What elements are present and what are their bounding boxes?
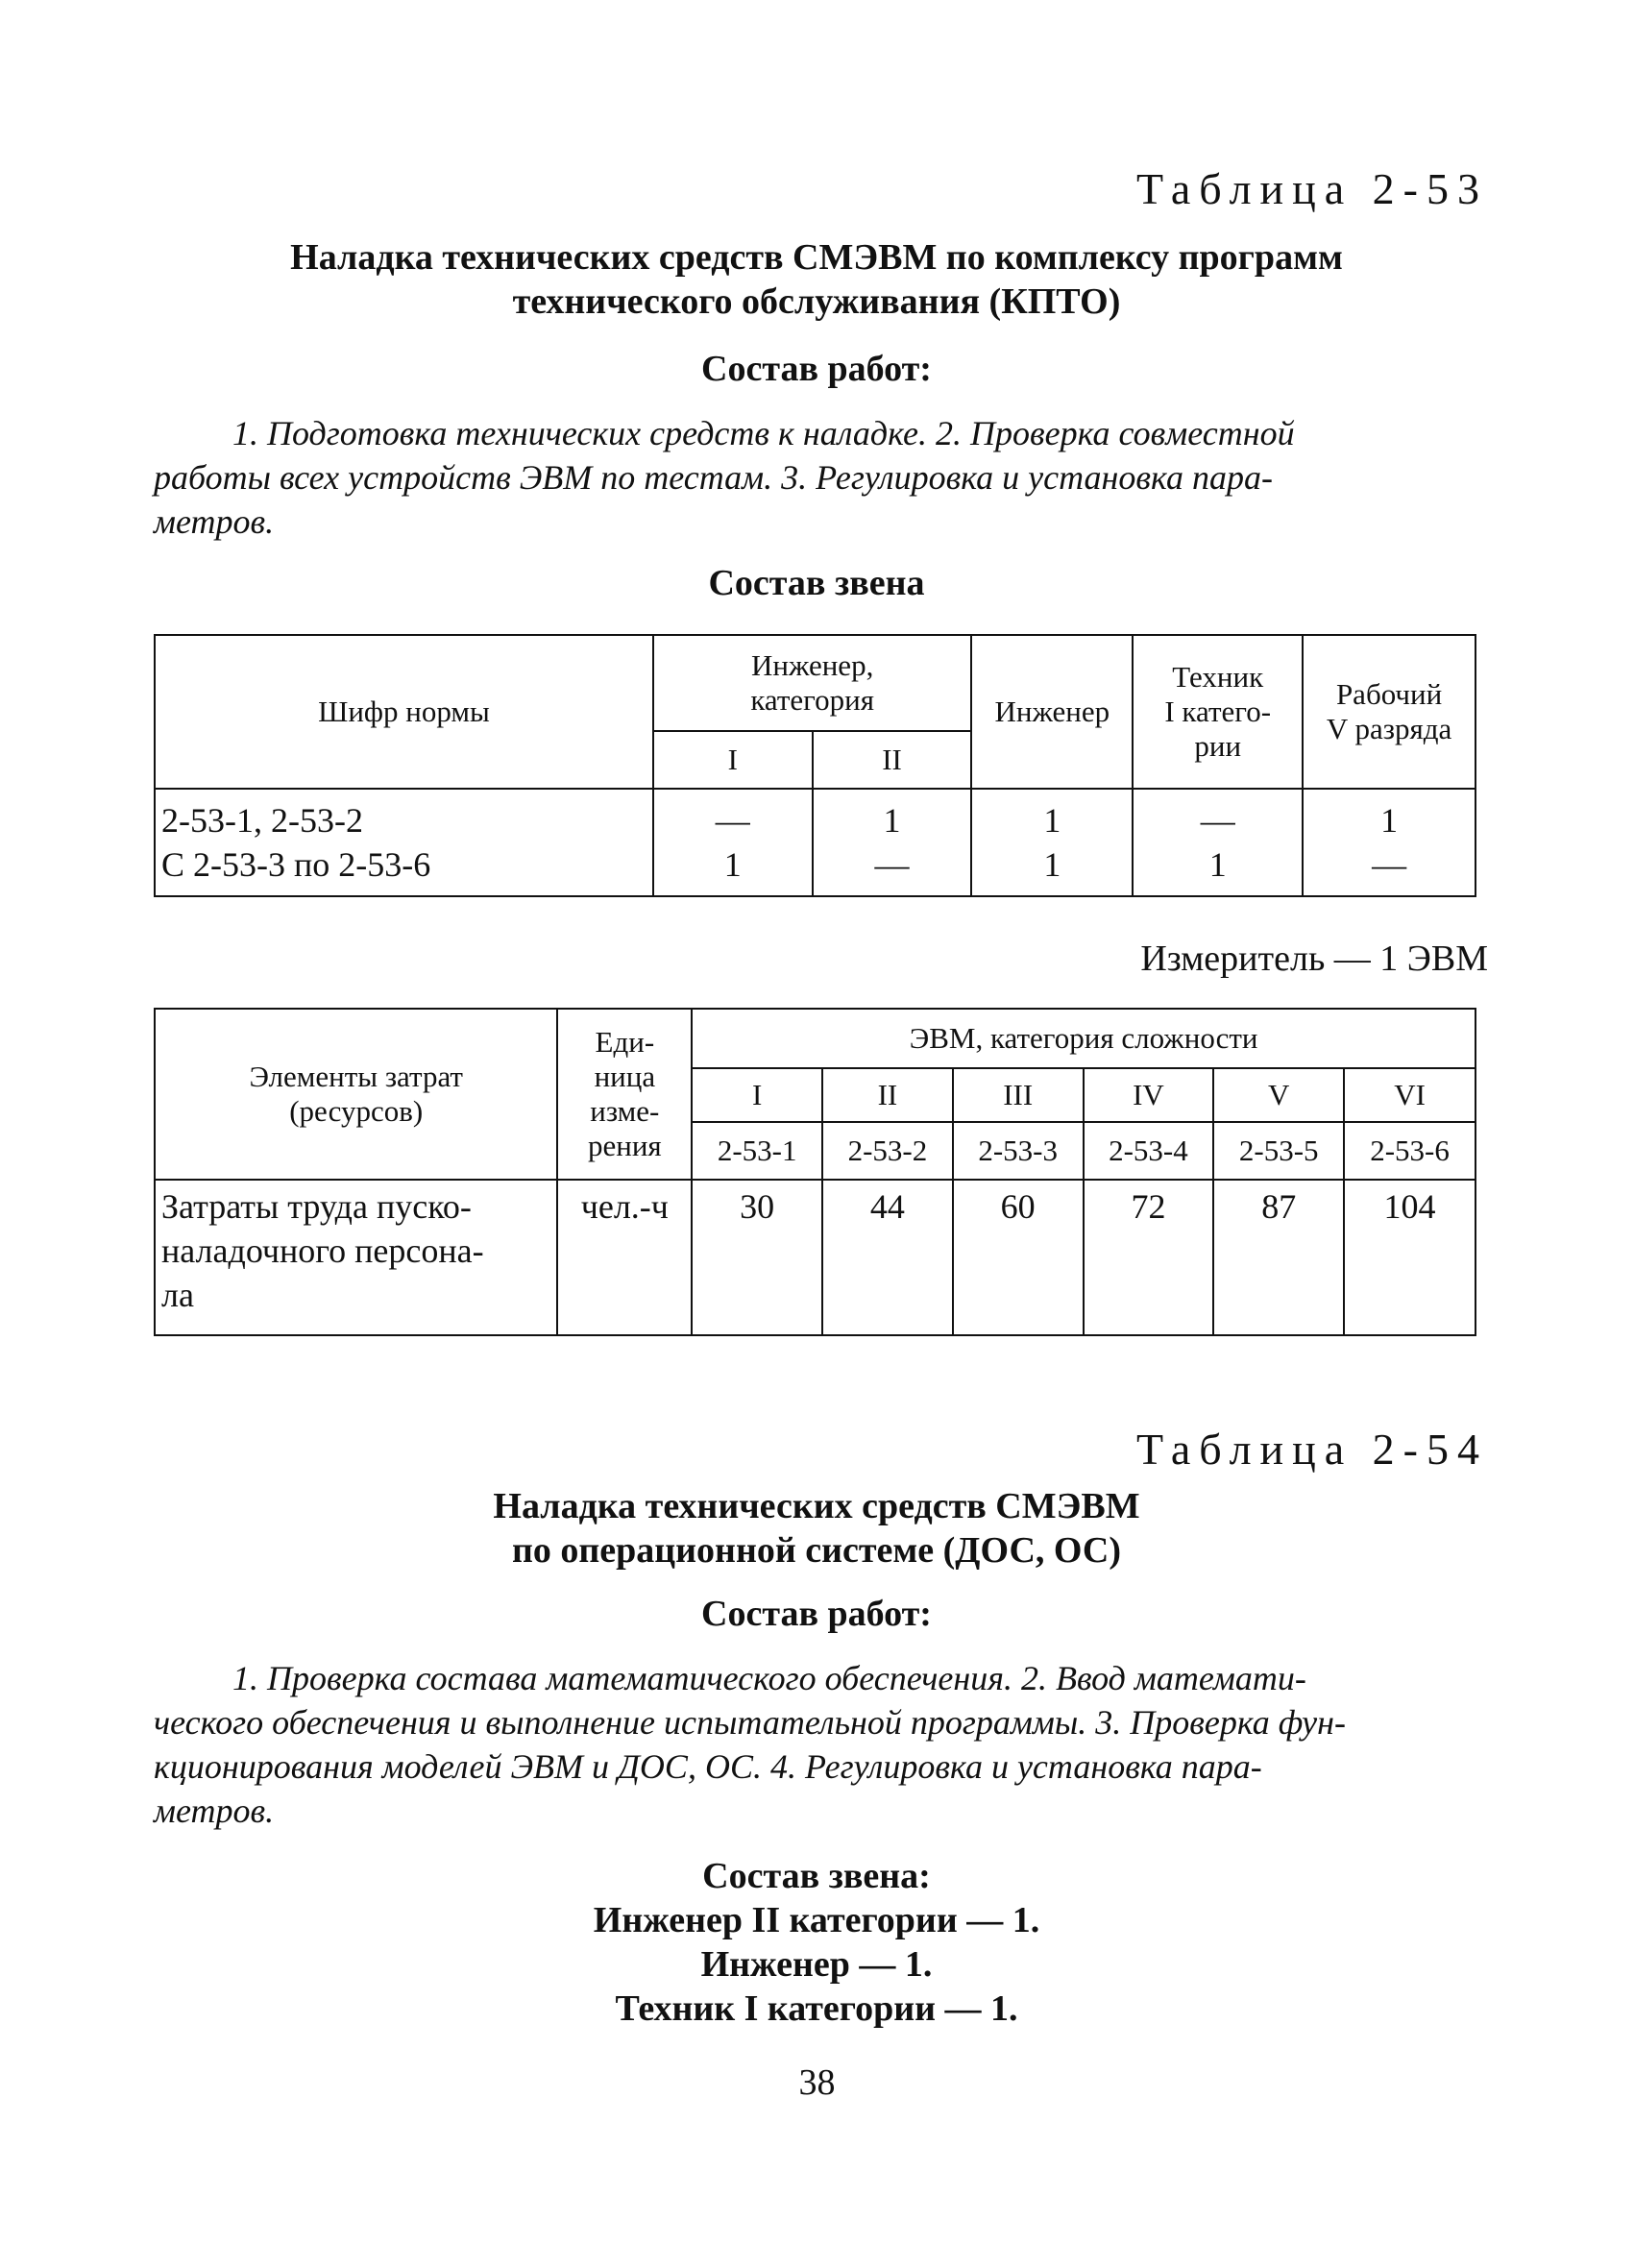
title-line-2: технического обслуживания (КПТО) <box>512 281 1121 322</box>
header-technician: Техник I катего- рии <box>1133 635 1303 789</box>
works-description-2 <box>154 1656 1489 1833</box>
col-worker: 1 — <box>1303 789 1475 896</box>
works-line-4: метров. <box>154 1792 275 1830</box>
crew-table <box>154 634 1476 897</box>
works-line-3: кционирования моделей ЭВМ и ДОС, ОС. 4. Регулировка и установка пара- <box>154 1747 1262 1786</box>
category-label: VI <box>1344 1068 1475 1122</box>
crew-item: Инженер II категории — 1. <box>593 1900 1040 1940</box>
table-title-2-53 <box>144 235 1489 324</box>
code-label: 2-53-5 <box>1213 1122 1344 1180</box>
works-line-2: работы всех устройств ЭВМ по тестам. 3. Регулировка и установка пара- <box>154 458 1273 497</box>
works-line-2: ческого обеспечения и выполнение испытательной программы. 3. Проверка фун- <box>154 1703 1346 1742</box>
code-label: 2-53-3 <box>953 1122 1084 1180</box>
header-cat-II: II <box>813 731 972 789</box>
code-label: 2-53-4 <box>1084 1122 1214 1180</box>
header-complexity-group: ЭВМ, категория сложности <box>692 1009 1475 1068</box>
title-line-1: Наладка технических средств СМЭВМ по комплексу программ <box>290 237 1343 278</box>
title-line-2: по операционной системе (ДОС, ОС) <box>511 1530 1122 1571</box>
category-label: I <box>692 1068 822 1122</box>
works-heading-2: Состав работ: <box>701 1594 932 1634</box>
code-label: 2-53-2 <box>822 1122 953 1180</box>
works-line-3: метров. <box>154 502 275 541</box>
value-cell: 30 <box>692 1180 822 1335</box>
table-number-2-54: Таблица 2-54 <box>1135 1425 1488 1474</box>
page-number: 38 <box>798 2062 836 2103</box>
header-code: Шифр нормы <box>155 635 653 789</box>
header-worker: Рабочий V разряда <box>1303 635 1475 789</box>
category-label: IV <box>1084 1068 1214 1122</box>
row-unit: чел.-ч <box>557 1180 692 1335</box>
code-label: 2-53-1 <box>692 1122 822 1180</box>
category-label: III <box>953 1068 1084 1122</box>
works-heading: Состав работ: <box>701 349 932 389</box>
cost-table <box>154 1008 1476 1336</box>
category-label: V <box>1213 1068 1344 1122</box>
header-engineer-category: Инженер, категория <box>653 635 972 731</box>
col-technician: — 1 <box>1133 789 1303 896</box>
crew-item: Инженер — 1. <box>700 1944 933 1985</box>
crew-item: Техник I категории — 1. <box>615 1988 1018 2029</box>
value-cell: 104 <box>1344 1180 1475 1335</box>
value-cell: 72 <box>1084 1180 1214 1335</box>
table-title-2-54 <box>144 1484 1489 1573</box>
col-cat-I: — 1 <box>653 789 813 896</box>
crew-heading: Состав звена <box>708 563 925 603</box>
header-cat-I: I <box>653 731 813 789</box>
works-description <box>154 411 1489 544</box>
crew-heading-2: Состав звена: <box>702 1856 931 1896</box>
works-line-1: 1. Подготовка технических средств к наладке. 2. Проверка совместной <box>232 414 1295 452</box>
table-number-2-53: Таблица 2-53 <box>1135 164 1488 213</box>
header-engineer: Инженер <box>971 635 1133 789</box>
crew-list <box>144 1854 1489 2031</box>
works-line-1: 1. Проверка состава математического обеспечения. 2. Ввод математи- <box>232 1659 1306 1697</box>
row-label-labor: Затраты труда пуско- наладочного персона- ла <box>155 1180 557 1335</box>
col-engineer: 1 1 <box>971 789 1133 896</box>
value-cell: 44 <box>822 1180 953 1335</box>
header-unit: Еди- ница изме- рения <box>557 1009 692 1180</box>
value-cell: 87 <box>1213 1180 1344 1335</box>
value-cell: 60 <box>953 1180 1084 1335</box>
code-label: 2-53-6 <box>1344 1122 1475 1180</box>
title-line-1: Наладка технических средств СМЭВМ <box>493 1486 1140 1526</box>
header-elements: Элементы затрат (ресурсов) <box>155 1009 557 1180</box>
row-codes: 2-53-1, 2-53-2 С 2-53-3 по 2-53-6 <box>155 789 653 896</box>
meter-label: Измеритель — 1 ЭВМ <box>1140 939 1488 979</box>
col-cat-II: 1 — <box>813 789 972 896</box>
category-label: II <box>822 1068 953 1122</box>
